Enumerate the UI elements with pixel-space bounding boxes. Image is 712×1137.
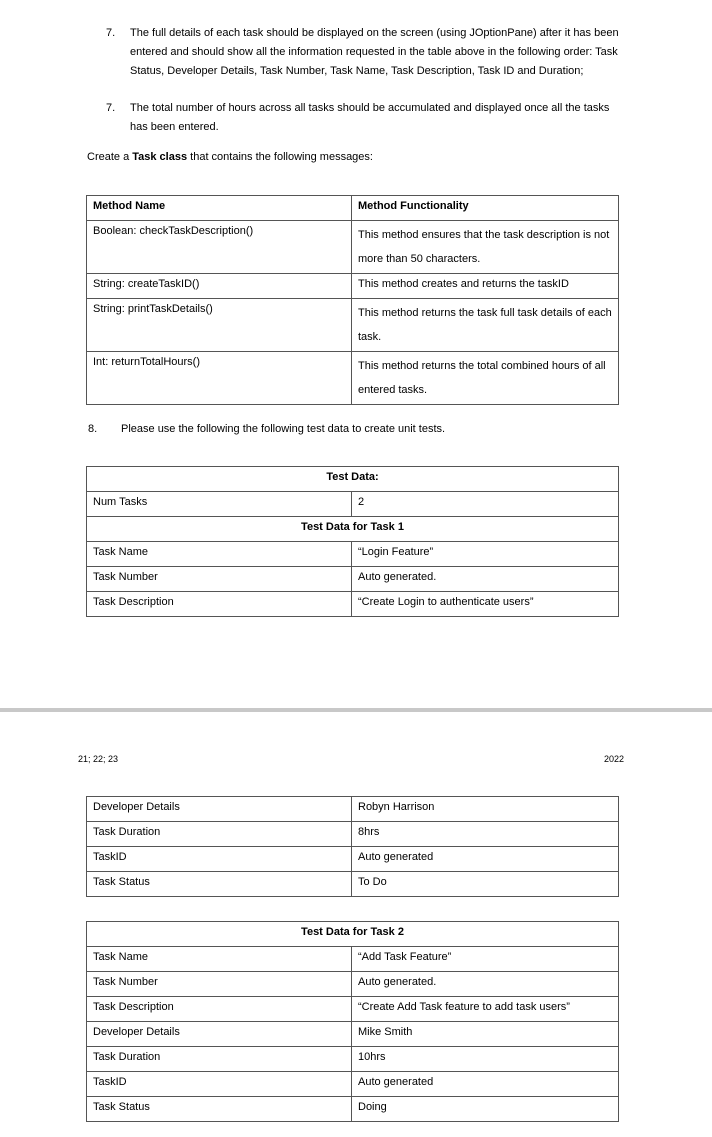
methods-table [86,195,619,405]
header-method-name: Method Name [87,196,352,221]
table-row: Developer Details Mike Smith [87,1022,619,1047]
task-class-intro: Create a Task class that contains the following messages: [87,151,373,163]
list-number: 7. [106,27,116,39]
table-row: Task Duration 8hrs [87,822,619,847]
test-data-title: Test Data: [87,467,619,492]
table-row: Task Name “Add Task Feature” [87,947,619,972]
task1-subtitle: Test Data for Task 1 [87,517,619,542]
list-text: The total number of hours across all tasks should be accumulated and displayed once all the tasks has been entered. [130,102,610,133]
test-data-table-1 [86,466,619,617]
table-row: Task Description “Create Login to authenticate users” [87,592,619,617]
table-row: Task Number Auto generated. [87,972,619,997]
table-row: Task Status To Do [87,872,619,897]
list-text: The full details of each task should be displayed on the screen (using JOptionPane) after it has been entered and should show all the information requested in the table above in the following order: Task Status, Developer Details, Task Number, Task Name, Task Description, Task ID and Duration; [130,27,619,77]
table-row: Task Number Auto generated. [87,567,619,592]
table-row: Task Description “Create Add Task feature to add task users” [87,997,619,1022]
table-row: TaskID Auto generated [87,847,619,872]
table-row: String: printTaskDetails() This method returns the task full task details of each task. [87,299,619,352]
task2-subtitle: Test Data for Task 2 [87,922,619,947]
table-row: Task Status Doing [87,1097,619,1122]
list-item-7b [106,99,621,137]
table-row: TaskID Auto generated [87,1072,619,1097]
header-method-functionality: Method Functionality [352,196,619,221]
table-row: Task Name “Login Feature” [87,542,619,567]
task1-continued-table [86,796,619,897]
list-number: 7. [106,102,116,114]
table-row: Boolean: checkTaskDescription() This method ensures that the task description is not more than 50 characters. [87,221,619,274]
table-header-row [87,196,619,221]
test-data-table-2 [86,921,619,1122]
page-header-left: 21; 22; 23 [78,754,119,764]
table-row: Task Duration 10hrs [87,1047,619,1072]
list-item-7a [106,24,621,100]
table-row: Int: returnTotalHours() This method returns the total combined hours of all entered tasks. [87,352,619,405]
table-row: String: createTaskID() This method creates and returns the taskID [87,274,619,299]
list-item-8: 8. Please use the following the following test data to create unit tests. [88,423,446,435]
page-header-right: 2022 [603,754,624,764]
table-row: Num Tasks 2 [87,492,619,517]
table-row: Developer Details Robyn Harrison [87,797,619,822]
page-2 [0,712,712,1137]
